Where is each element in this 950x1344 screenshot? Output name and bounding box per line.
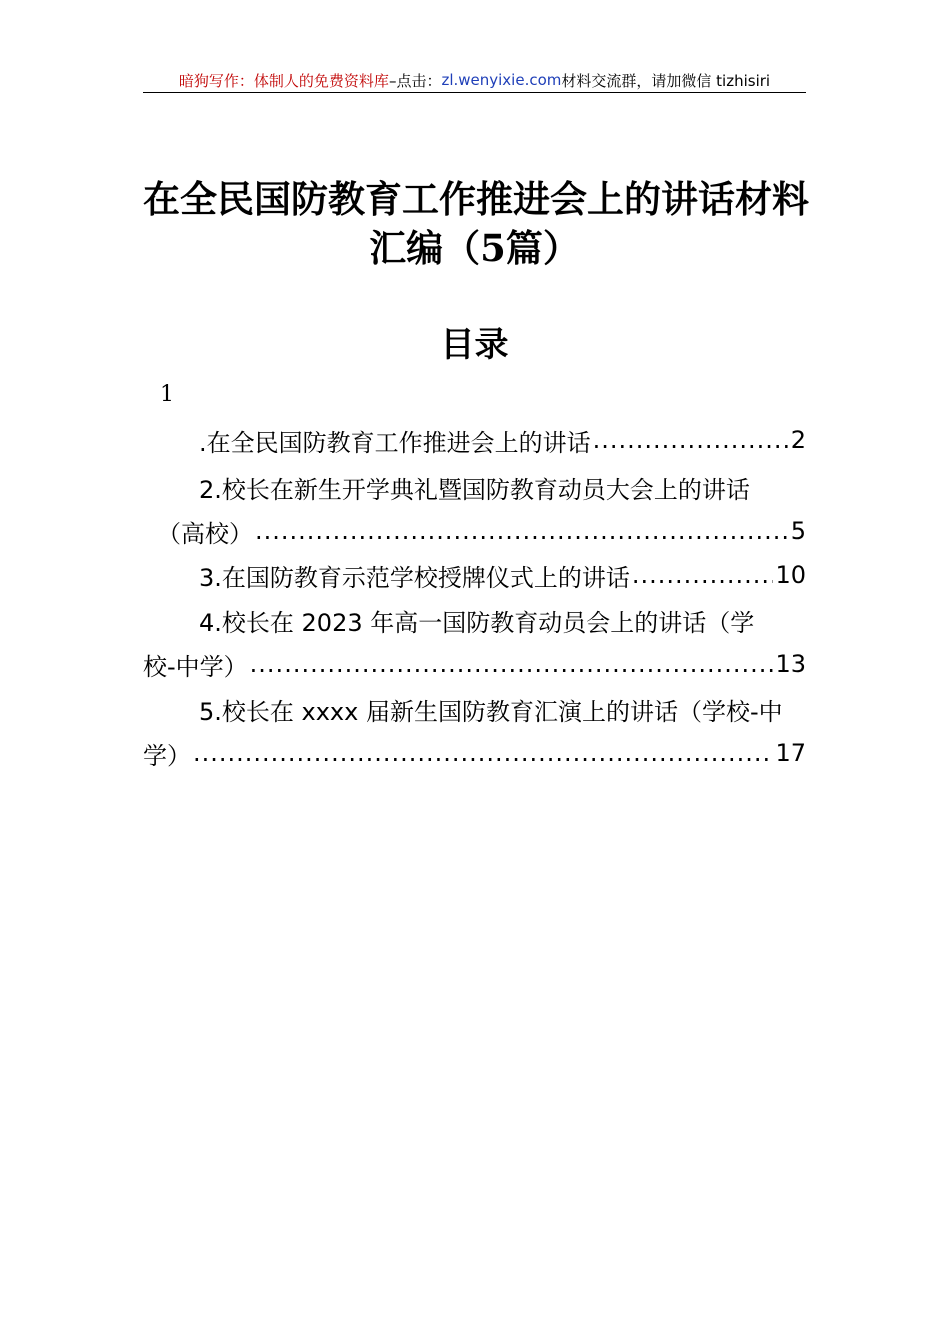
- toc-item-text: 3.在国防教育示范学校授牌仪式上的讲话: [199, 563, 630, 592]
- toc-leader-dots: [593, 426, 789, 454]
- toc-leader-dots: [255, 517, 789, 545]
- header-brand: 暗狗写作：体制人的免费资料库: [178, 71, 389, 90]
- toc-item-text: 4.校长在 2023 年高一国防教育动员会上的讲话（学: [199, 608, 755, 637]
- toc-item-text: 2.校长在新生开学典礼暨国防教育动员大会上的讲话: [199, 475, 750, 504]
- toc-leader-dots: [250, 650, 774, 678]
- page-header: [143, 68, 806, 93]
- header-link[interactable]: zl.wenyixie.com: [441, 71, 562, 89]
- toc-leader-dots: [193, 739, 773, 767]
- toc-item-page: 13: [775, 650, 806, 678]
- toc-item-text-cont: （高校）: [157, 519, 253, 548]
- toc-item-page: 17: [775, 739, 806, 767]
- toc-item-4-line2[interactable]: [143, 644, 806, 684]
- toc-item-page: 10: [775, 561, 806, 589]
- header-separator: –点击：: [388, 71, 442, 90]
- document-title-line1: 在全民国防教育工作推进会上的讲话材料: [143, 177, 809, 221]
- toc-item-text-cont: 学）: [143, 741, 191, 770]
- toc-item-2-line1[interactable]: [143, 467, 806, 507]
- header-tail: 材料交流群，请加微信 tizhisiri: [561, 71, 771, 90]
- toc-item-page: 5: [790, 517, 806, 545]
- toc-item-text: 5.校长在 xxxx 届新生国防教育汇演上的讲话（学校-中: [199, 697, 783, 726]
- toc-item-3[interactable]: [143, 555, 806, 595]
- toc-item-text-cont: 校-中学）: [143, 652, 248, 681]
- toc-item-4-line1[interactable]: [143, 600, 806, 640]
- toc-heading: 目录: [440, 325, 509, 365]
- toc-item-text: .在全民国防教育工作推进会上的讲话: [199, 428, 591, 457]
- toc-item-1[interactable]: [143, 420, 806, 460]
- document-title-line2: 汇编（5篇）: [369, 226, 580, 270]
- toc-item-page: 2: [790, 426, 806, 454]
- toc-leader-dots: [632, 561, 774, 589]
- toc-item-5-line2[interactable]: [143, 733, 806, 773]
- toc-item-5-line1[interactable]: [143, 689, 806, 729]
- toc-first-number: 1: [160, 382, 174, 407]
- toc-item-2-line2[interactable]: [143, 511, 806, 551]
